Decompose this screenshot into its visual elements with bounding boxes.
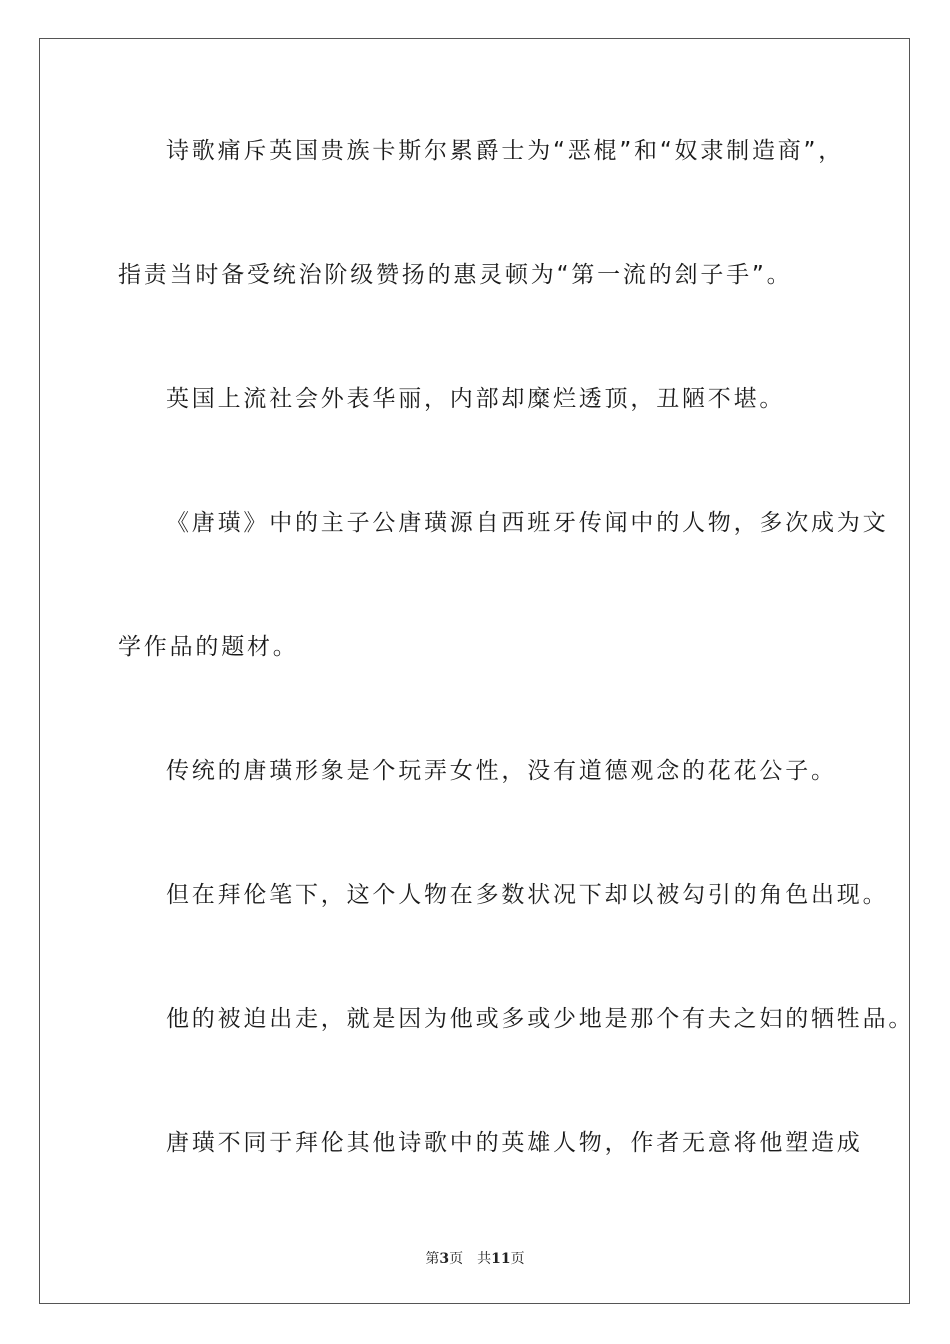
page-number: 3 bbox=[439, 1251, 450, 1267]
page-label-prefix: 第 bbox=[425, 1251, 440, 1267]
paragraph-line: 但在拜伦笔下，这个人物在多数状况下却以被勾引的角色出现。 bbox=[166, 882, 889, 908]
paragraph-line: 唐璜不同于拜伦其他诗歌中的英雄人物，作者无意将他塑造成 bbox=[166, 1130, 863, 1156]
paragraph-line: 学作品的题材。 bbox=[118, 634, 299, 660]
paragraph-line: 诗歌痛斥英国贵族卡斯尔累爵士为“恶棍”和“奴隶制造商”， bbox=[166, 138, 845, 164]
paragraph-line: 传统的唐璜形象是个玩弄女性，没有道德观念的花花公子。 bbox=[166, 758, 837, 784]
page-border bbox=[39, 38, 915, 1304]
paragraph-line: 他的被迫出走，就是因为他或多或少地是那个有夫之妇的牺牲品。 bbox=[166, 1006, 915, 1032]
page-footer bbox=[0, 1248, 950, 1268]
total-pages: 11 bbox=[491, 1251, 511, 1267]
total-label-prefix: 共 bbox=[477, 1251, 492, 1267]
paragraph-line: 指责当时备受统治阶级赞扬的惠灵顿为“第一流的刽子手”。 bbox=[118, 262, 793, 288]
total-label-suffix: 页 bbox=[510, 1251, 525, 1267]
page-label-suffix: 页 bbox=[449, 1251, 464, 1267]
paragraph-line: 《唐璜》中的主子公唐璜源自西班牙传闻中的人物，多次成为文 bbox=[166, 510, 889, 536]
paragraph-line: 英国上流社会外表华丽，内部却糜烂透顶，丑陋不堪。 bbox=[166, 386, 786, 412]
